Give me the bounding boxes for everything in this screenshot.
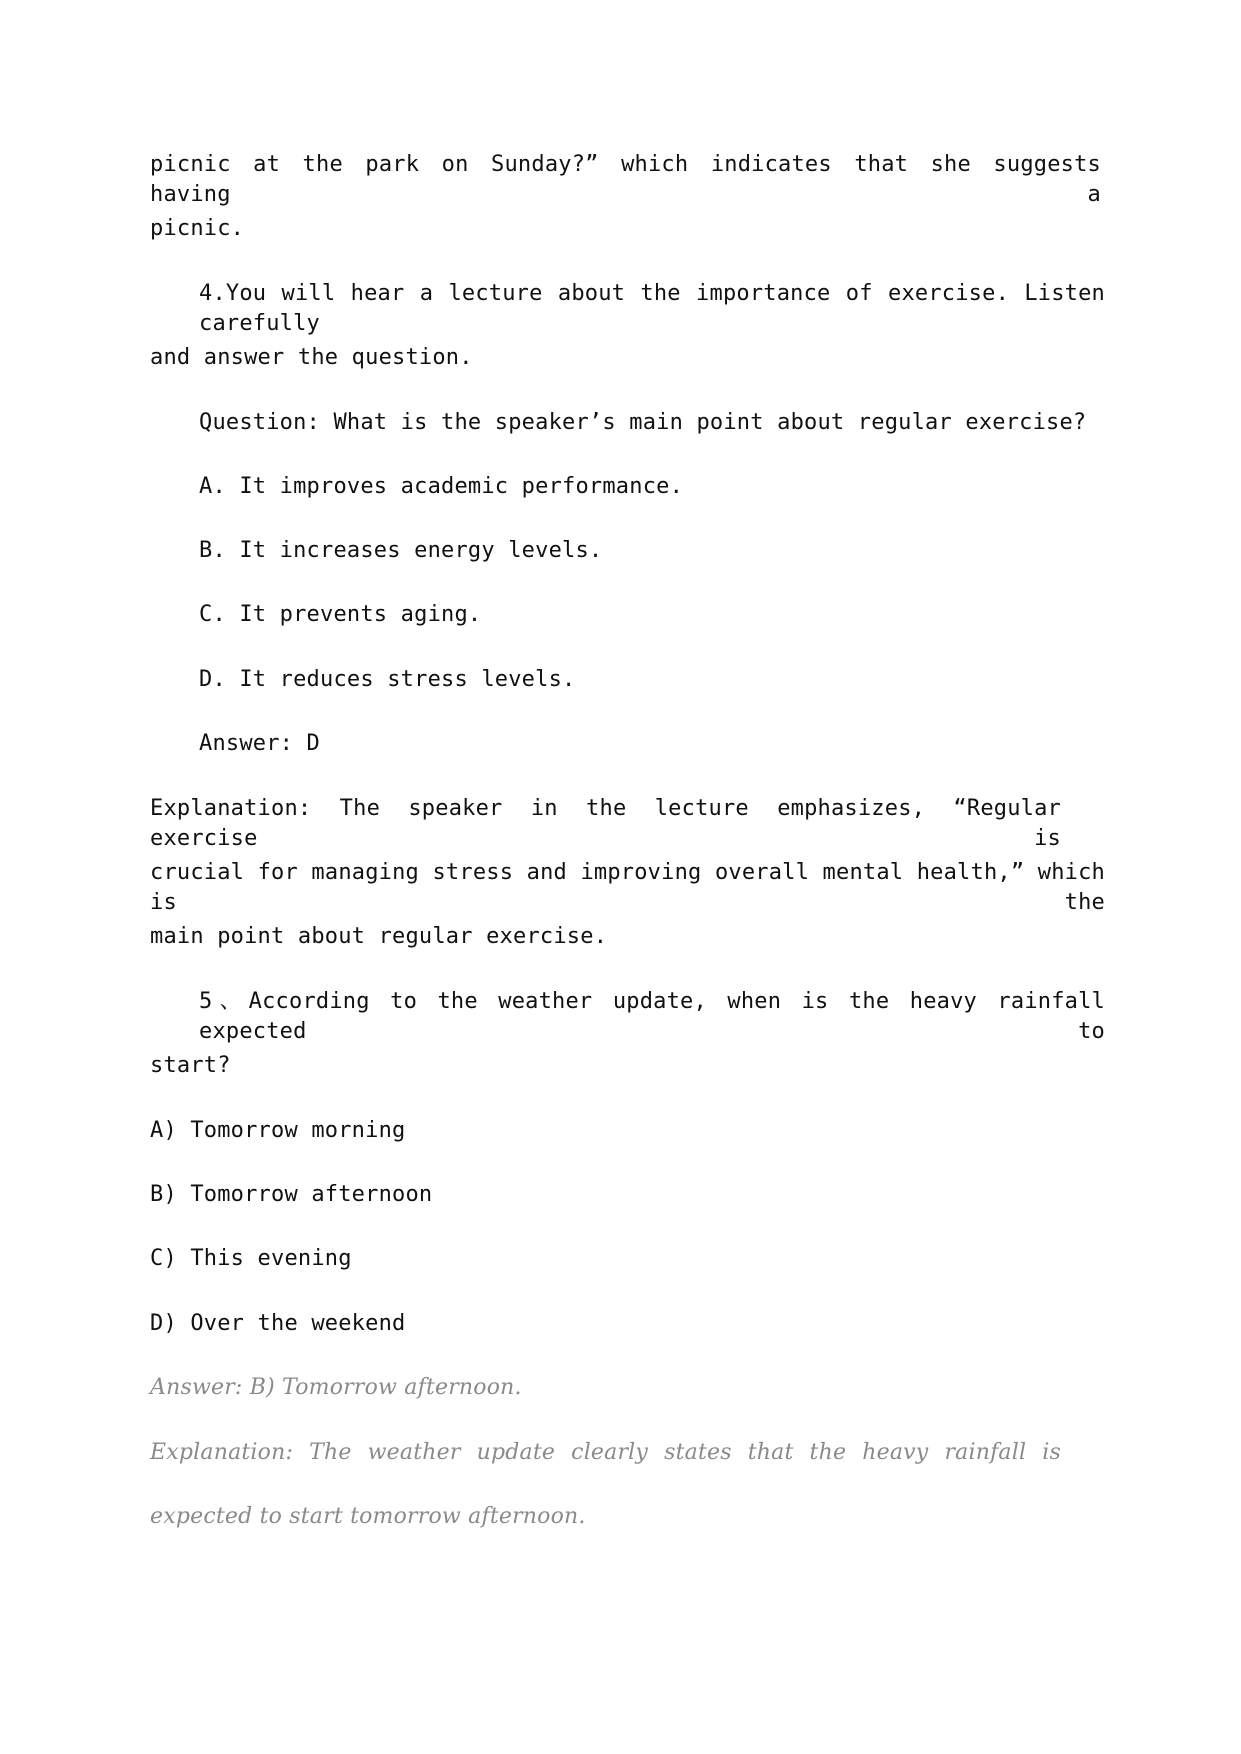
- q4-option-d: D. It reduces stress levels.: [199, 667, 576, 692]
- q4-explanation-line-2: crucial for managing stress and improving overall mental health,” which is the: [150, 860, 1105, 915]
- q4-explanation-line-1: Explanation: The speaker in the lecture emphasizes, “Regular exercise is: [150, 796, 1061, 851]
- q5-option-b: B) Tomorrow afternoon: [150, 1182, 433, 1207]
- q3-explanation-line-2: picnic.: [150, 216, 245, 241]
- q5-explanation-line-2: expected to start tomorrow afternoon.: [150, 1504, 586, 1529]
- q4-option-c: C. It prevents aging.: [199, 602, 482, 627]
- q4-prompt-line-2: and answer the question.: [150, 345, 473, 370]
- q4-question: Question: What is the speaker’s main point about regular exercise?: [199, 410, 1087, 435]
- q5-option-a: A) Tomorrow morning: [150, 1118, 406, 1143]
- q4-explanation-line-3: main point about regular exercise.: [150, 924, 608, 949]
- q3-explanation-line-1: picnic at the park on Sunday?” which indicates that she suggests having a: [150, 152, 1101, 207]
- q5-option-d: D) Over the weekend: [150, 1311, 406, 1336]
- q4-option-b: B. It increases energy levels.: [199, 538, 603, 563]
- q5-prompt-line-1: 5、According to the weather update, when is the heavy rainfall expected to: [199, 989, 1105, 1044]
- q5-option-c: C) This evening: [150, 1246, 352, 1271]
- q5-answer: Answer: B) Tomorrow afternoon.: [150, 1375, 522, 1400]
- q5-explanation-line-1: Explanation: The weather update clearly states that the heavy rainfall is: [150, 1440, 1061, 1465]
- q4-prompt-line-1: 4.You will hear a lecture about the importance of exercise. Listen carefully: [199, 281, 1105, 336]
- q5-prompt-line-2: start?: [150, 1053, 231, 1078]
- q4-answer: Answer: D: [199, 731, 321, 756]
- q4-option-a: A. It improves academic performance.: [199, 474, 684, 499]
